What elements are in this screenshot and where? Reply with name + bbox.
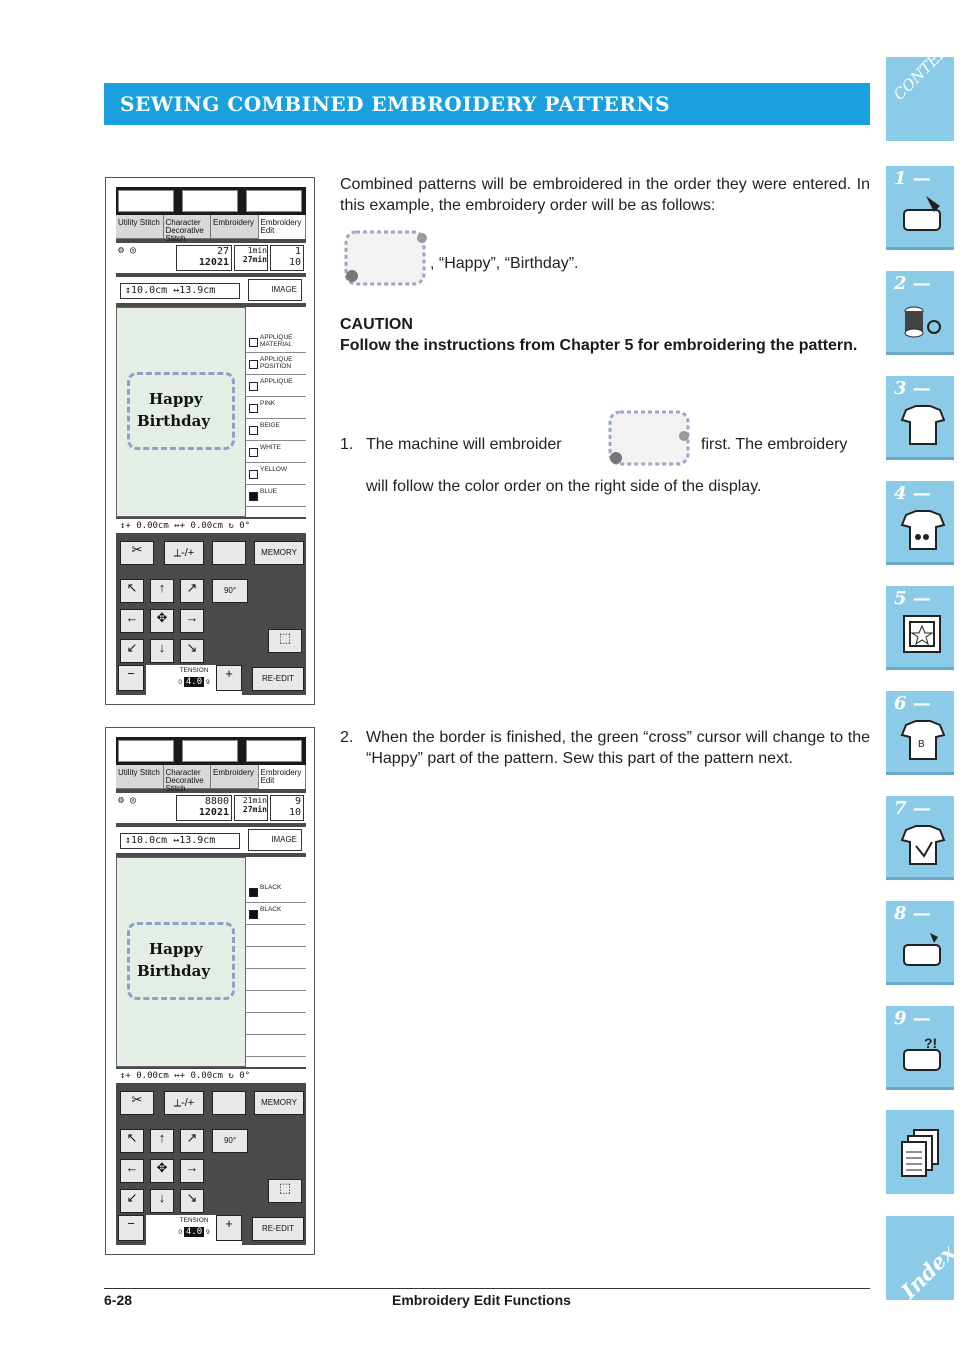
color-name: BLACK <box>260 906 282 913</box>
screen-topbar <box>116 737 306 765</box>
color-index: 1 <box>294 246 301 257</box>
needle-position-button[interactable]: ⟂-/+ <box>164 1091 204 1115</box>
tab-chapter-8-label: 8 — <box>894 903 931 924</box>
section-title-band <box>104 83 870 125</box>
color-item[interactable] <box>246 375 306 397</box>
arrow-down-right-icon[interactable]: ↘ <box>180 639 204 663</box>
step-2-text: When the border is finished, the green “cross” cursor will change to the “Happy” part of the pattern. Sew this part of the pattern next. <box>366 729 870 767</box>
pattern-height: 13.9cm <box>179 835 216 846</box>
tab-embroidery-edit[interactable]: Embroidery Edit <box>259 215 307 239</box>
machine-setting-button[interactable] <box>182 190 238 212</box>
pattern-preview <box>116 307 246 517</box>
pattern-text-happy: Happy <box>149 940 203 958</box>
tab-contents-label: CONTENTS <box>890 26 967 104</box>
tab-chapter-9-label: 9 — <box>894 1008 931 1029</box>
time-box <box>234 245 268 271</box>
step-1-number: 1. <box>340 436 354 453</box>
sewing-info-row <box>116 793 306 823</box>
arrow-down-icon[interactable]: ↓ <box>150 1189 174 1213</box>
pattern-border <box>127 922 235 1000</box>
tab-chapter-1[interactable] <box>886 166 954 250</box>
step-1-text-a: The machine will embroider <box>366 436 562 453</box>
color-item[interactable] <box>246 485 306 507</box>
tension-min: 0 <box>178 679 183 686</box>
mode-tabs <box>116 765 306 793</box>
pattern-width: 10.0cm <box>131 285 168 296</box>
shirt-icon <box>900 402 946 448</box>
pattern-size: ↕10.0cm ↔13.9cm <box>120 283 240 299</box>
border-pattern-thumbnail <box>340 226 430 290</box>
scissors-icon[interactable]: ✂ <box>120 541 154 565</box>
arrow-up-left-icon[interactable]: ↖ <box>120 1129 144 1153</box>
color-item[interactable] <box>246 463 306 485</box>
pattern-width: 10.0cm <box>131 835 168 846</box>
tension-min: 0 <box>178 1229 183 1236</box>
rotate-button[interactable]: 90° <box>212 1129 248 1153</box>
frame-trace-icon[interactable]: ⬚ <box>268 1179 302 1203</box>
re-edit-button[interactable]: RE-EDIT <box>252 1217 304 1241</box>
tab-utility-stitch[interactable]: Utility Stitch <box>116 765 164 789</box>
thread-spool-icon <box>900 297 946 343</box>
arrow-up-left-icon[interactable]: ↖ <box>120 579 144 603</box>
color-swatch <box>249 360 258 369</box>
color-swatch <box>249 338 258 347</box>
color-name: BLACK <box>260 884 282 891</box>
color-total: 10 <box>288 807 301 818</box>
stitch-count-total: 12021 <box>198 257 229 268</box>
caution-block <box>340 314 870 356</box>
color-item[interactable] <box>246 903 306 925</box>
tension-max: 9 <box>205 1229 210 1236</box>
color-name: WHITE <box>260 444 281 451</box>
intro-paragraph: Combined patterns will be embroidered in the order they were entered. In this example, the embroidery order will be as follows: <box>340 176 870 214</box>
stitch-count-box <box>176 245 232 271</box>
border-pattern-thumbnail-step1 <box>604 406 694 470</box>
stitch-count-total: 12021 <box>198 807 229 818</box>
arrow-left-icon[interactable]: ← <box>120 609 144 633</box>
tension-value: 4.0 <box>185 1227 203 1237</box>
tab-chapter-4-label: 4 — <box>894 483 931 504</box>
color-item-empty <box>246 947 306 969</box>
tension-value: 4.0 <box>185 677 203 687</box>
arrow-down-icon[interactable]: ↓ <box>150 639 174 663</box>
tab-contents[interactable] <box>886 26 967 141</box>
arrow-left-icon[interactable]: ← <box>120 1159 144 1183</box>
tab-utility-stitch[interactable]: Utility Stitch <box>116 215 164 239</box>
tab-chapter-4[interactable] <box>886 481 954 565</box>
arrow-down-right-icon[interactable]: ↘ <box>180 1189 204 1213</box>
embroidery-frame-icon <box>900 612 946 658</box>
mode-tabs <box>116 215 306 243</box>
tension-plus-button[interactable]: + <box>216 665 242 691</box>
color-item[interactable] <box>246 419 306 441</box>
arrow-down-left-icon[interactable]: ↙ <box>120 639 144 663</box>
trial-button[interactable] <box>212 541 246 565</box>
color-item[interactable] <box>246 881 306 903</box>
stitch-count-done: 8800 <box>204 796 229 807</box>
pattern-text-birthday: Birthday <box>137 412 211 430</box>
tab-embroidery-edit[interactable]: Embroidery Edit <box>259 765 307 789</box>
color-item[interactable] <box>246 397 306 419</box>
tab-character-decorative[interactable]: Character Decorative Stitch <box>164 215 212 239</box>
sewing-info-row <box>116 243 306 273</box>
arrow-up-right-icon[interactable]: ↗ <box>180 579 204 603</box>
center-icon[interactable]: ✥ <box>150 1159 174 1183</box>
machine-maintenance-icon <box>900 927 946 973</box>
tab-character-decorative[interactable]: Character Decorative Stitch <box>164 765 212 789</box>
arrow-right-icon[interactable]: → <box>180 609 204 633</box>
arrow-up-icon[interactable]: ↑ <box>150 1129 174 1153</box>
footer-rule <box>104 1288 870 1289</box>
footer-section: Embroidery Edit Functions <box>392 1292 571 1308</box>
color-item[interactable] <box>246 353 306 375</box>
pattern-preview <box>116 857 246 1067</box>
image-button[interactable]: IMAGE <box>248 829 302 851</box>
arrow-up-icon[interactable]: ↑ <box>150 579 174 603</box>
re-edit-button[interactable]: RE-EDIT <box>252 667 304 691</box>
color-swatch <box>249 448 258 457</box>
tab-chapter-7[interactable] <box>886 796 954 880</box>
color-swatch <box>249 492 258 501</box>
screen-topbar <box>116 187 306 215</box>
position-readout: ↕+ 0.00cm ↔+ 0.00cm ↻ 0° <box>116 1069 306 1083</box>
pattern-text-happy: Happy <box>149 390 203 408</box>
time-done: 21min <box>242 796 267 805</box>
page-title: SEWING COMBINED EMBROIDERY PATTERNS <box>120 92 671 116</box>
shirt-design-icon <box>900 717 946 763</box>
frame-trace-icon[interactable]: ⬚ <box>268 629 302 653</box>
color-item[interactable] <box>246 441 306 463</box>
color-item-empty <box>246 1013 306 1035</box>
svg-text:?!: ?! <box>924 1035 938 1051</box>
help-button[interactable] <box>118 740 174 762</box>
help-button[interactable] <box>118 190 174 212</box>
tab-embroidery[interactable]: Embroidery <box>211 215 259 239</box>
shirt-abc-icon <box>900 507 946 553</box>
tab-chapter-2-label: 2 — <box>894 273 931 294</box>
settings-button[interactable] <box>246 740 302 762</box>
position-readout: ↕+ 0.00cm ↔+ 0.00cm ↻ 0° <box>116 519 306 533</box>
color-name: APPLIQUE <box>260 378 293 385</box>
caution-heading: CAUTION <box>340 316 413 333</box>
center-icon[interactable]: ✥ <box>150 609 174 633</box>
thread-color-list <box>246 857 306 1067</box>
arrow-up-right-icon[interactable]: ↗ <box>180 1129 204 1153</box>
time-box <box>234 795 268 821</box>
tab-chapter-3[interactable] <box>886 376 954 460</box>
color-item-empty <box>246 925 306 947</box>
step-1-text-b: first. The embroidery <box>701 436 848 453</box>
color-total: 10 <box>288 257 301 268</box>
pattern-text-birthday: Birthday <box>137 962 211 980</box>
svg-text:B: B <box>918 739 925 750</box>
tab-chapter-7-label: 7 — <box>894 798 931 819</box>
stitch-count-box <box>176 795 232 821</box>
color-item-empty <box>246 969 306 991</box>
color-swatch <box>249 910 258 919</box>
color-item[interactable] <box>246 331 306 353</box>
stitch-count-done: 27 <box>216 246 229 257</box>
happy-birthday-pattern <box>125 918 239 1008</box>
image-button[interactable]: IMAGE <box>248 279 302 301</box>
pattern-size: ↕10.0cm ↔13.9cm <box>120 833 240 849</box>
shirt-edit-icon <box>900 822 946 868</box>
tab-chapter-5-label: 5 — <box>894 588 931 609</box>
pattern-border <box>127 372 235 450</box>
scissors-icon[interactable]: ✂ <box>120 1091 154 1115</box>
tab-index[interactable] <box>886 1216 961 1304</box>
time-done: 1min <box>247 246 267 255</box>
color-item-empty <box>246 991 306 1013</box>
lcd-screen-1 <box>116 187 306 695</box>
color-name: APPLIQUE MATERIAL <box>260 334 293 348</box>
tension-plus-button[interactable]: + <box>216 1215 242 1241</box>
tension-minus-button[interactable]: − <box>118 665 144 691</box>
color-index: 9 <box>294 796 301 807</box>
trial-button[interactable] <box>212 1091 246 1115</box>
tab-chapter-1-label: 1 — <box>894 168 931 189</box>
screen-panel-2 <box>105 727 315 1255</box>
machine-setting-button[interactable] <box>182 740 238 762</box>
tab-chapter-9[interactable] <box>886 1006 954 1090</box>
color-swatch <box>249 426 258 435</box>
pages-icon <box>900 1128 942 1178</box>
tab-chapter-5[interactable] <box>886 586 954 670</box>
memory-button[interactable]: MEMORY <box>254 1091 304 1115</box>
tab-index-label: Index <box>896 1239 961 1304</box>
color-swatch <box>249 888 258 897</box>
page-number: 6-28 <box>104 1292 133 1308</box>
tab-embroidery[interactable]: Embroidery <box>211 765 259 789</box>
tension-minus-button[interactable]: − <box>118 1215 144 1241</box>
arrow-right-icon[interactable]: → <box>180 1159 204 1183</box>
tab-chapter-8[interactable] <box>886 901 954 985</box>
color-item-empty <box>246 1035 306 1057</box>
color-count-box <box>270 795 304 821</box>
color-name: PINK <box>260 400 276 407</box>
caution-text: Follow the instructions from Chapter 5 for embroidering the pattern. <box>340 337 858 354</box>
tab-appendix[interactable] <box>886 1110 954 1194</box>
presser-foot-icon: ⚙ ◎ <box>118 795 137 806</box>
pattern-height: 13.9cm <box>179 285 216 296</box>
tab-chapter-2[interactable] <box>886 271 954 355</box>
time-total: 27min <box>242 805 267 814</box>
tab-chapter-6-label: 6 — <box>894 693 931 714</box>
color-name: BEIGE <box>260 422 280 429</box>
color-swatch <box>249 404 258 413</box>
arrow-down-left-icon[interactable]: ↙ <box>120 1189 144 1213</box>
color-swatch <box>249 382 258 391</box>
rotate-button[interactable]: 90° <box>212 579 248 603</box>
order-suffix: , “Happy”, “Birthday”. <box>430 255 579 272</box>
presser-foot-icon: ⚙ ◎ <box>118 245 137 256</box>
tension-max: 9 <box>205 679 210 686</box>
happy-birthday-pattern <box>125 368 239 458</box>
lcd-screen-2 <box>116 737 306 1245</box>
memory-button[interactable]: MEMORY <box>254 541 304 565</box>
color-name: YELLOW <box>260 466 288 473</box>
color-count-box <box>270 245 304 271</box>
size-row <box>116 277 306 303</box>
thread-color-list <box>246 307 306 517</box>
needle-position-button[interactable]: ⟂-/+ <box>164 541 204 565</box>
settings-button[interactable] <box>246 190 302 212</box>
tab-chapter-3-label: 3 — <box>894 378 931 399</box>
step-1-text-c: will follow the color order on the right side of the display. <box>366 478 762 495</box>
step-2-number: 2. <box>340 729 354 746</box>
troubleshooting-icon <box>900 1032 946 1078</box>
color-name: BLUE <box>260 488 277 495</box>
color-name: APPLIQUE POSITION <box>260 356 293 370</box>
time-total: 27min <box>242 255 267 264</box>
size-row <box>116 827 306 853</box>
tension-label: TENSION <box>179 667 209 674</box>
screen-panel-1 <box>105 177 315 705</box>
tension-label: TENSION <box>179 1217 209 1224</box>
tab-chapter-6[interactable] <box>886 691 954 775</box>
color-swatch <box>249 470 258 479</box>
sewing-machine-icon <box>900 192 946 238</box>
